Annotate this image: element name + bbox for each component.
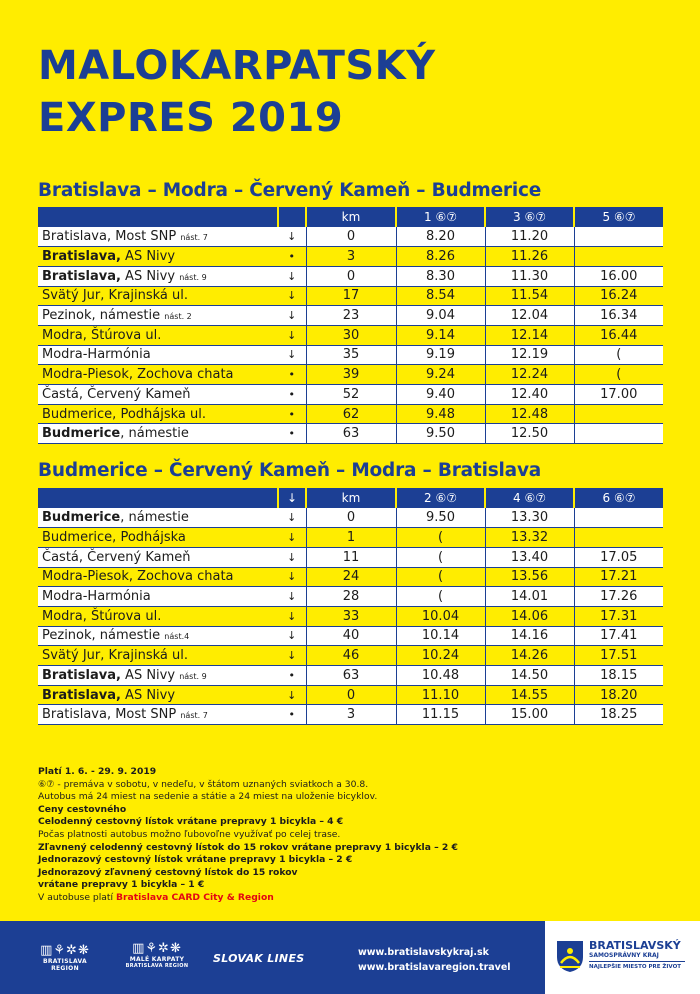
km-cell: 0 — [306, 685, 396, 705]
stop-cell — [38, 666, 278, 686]
time-cell: 9.40 — [396, 385, 485, 405]
notes — [38, 766, 458, 905]
header-mark — [278, 207, 306, 227]
stop-cell — [38, 266, 278, 286]
time-cell: 11.26 — [485, 247, 574, 267]
time-cell: 17.00 — [574, 385, 663, 405]
header-stop — [38, 488, 278, 508]
table-row — [38, 528, 663, 548]
time-cell: ( — [396, 567, 485, 587]
time-cell: 10.04 — [396, 606, 485, 626]
stop-cell — [38, 404, 278, 424]
km-cell: 52 — [306, 385, 396, 405]
fares-heading: Ceny cestovného — [38, 803, 127, 815]
time-cell: 14.50 — [485, 666, 574, 686]
time-cell: 11.30 — [485, 266, 574, 286]
stand-number: nást. 9 — [179, 272, 207, 282]
fare-single-reduced-2: vrátane prepravy 1 bicykla – 1 € — [38, 879, 205, 891]
stop-cell — [38, 365, 278, 385]
bullet-icon: • — [278, 705, 306, 725]
table-row — [38, 547, 663, 567]
bullet-icon: • — [278, 247, 306, 267]
stop-cell — [38, 306, 278, 326]
time-cell: 14.06 — [485, 606, 574, 626]
stop-name: Pezinok, námestie — [42, 628, 161, 644]
stop-cell — [38, 567, 278, 587]
stop-cell — [38, 606, 278, 626]
stop-name: Modra-Piesok, Zochova chata — [42, 569, 234, 585]
km-cell: 0 — [306, 266, 396, 286]
bratislava-region-logo — [30, 943, 100, 972]
time-cell: 17.05 — [574, 547, 663, 567]
time-cell: 13.30 — [485, 508, 574, 528]
slovak-lines-logo: SLOVAK LINES — [213, 952, 305, 965]
arrow-down-icon: ↓ — [278, 528, 306, 548]
time-cell: 12.40 — [485, 385, 574, 405]
stop-name-bold: Budmerice — [42, 426, 121, 442]
stop-name-bold: Bratislava, — [42, 249, 121, 265]
time-cell: 9.24 — [396, 365, 485, 385]
time-cell: 11.10 — [396, 685, 485, 705]
table-row — [38, 404, 663, 424]
header-trip-6: 6 ⑥⑦ — [574, 488, 663, 508]
km-cell: 0 — [306, 227, 396, 247]
arrow-down-icon: ↓ — [278, 227, 306, 247]
stop-cell — [38, 626, 278, 646]
arrow-down-icon: ↓ — [278, 345, 306, 365]
stop-name: Modra, Štúrova ul. — [42, 608, 162, 624]
time-cell: 12.50 — [485, 424, 574, 444]
fare-day-reduced: Zľavnený celodenný cestovný lístok do 15 rokov vrátane prepravy 1 bicykla – 2 € — [38, 841, 458, 853]
time-cell: 10.14 — [396, 626, 485, 646]
time-cell: 11.15 — [396, 705, 485, 725]
arrow-down-icon: ↓ — [278, 306, 306, 326]
stop-cell — [38, 247, 278, 267]
time-cell: 9.19 — [396, 345, 485, 365]
male-karpaty-logo — [122, 941, 192, 969]
bullet-icon: • — [278, 404, 306, 424]
time-cell: 12.19 — [485, 345, 574, 365]
bsk-motto: NAJLEPŠIE MIESTO PRE ŽIVOT — [589, 964, 682, 970]
stand-number: nást.4 — [164, 632, 190, 642]
time-cell: 11.54 — [485, 286, 574, 306]
stop-cell — [38, 685, 278, 705]
km-cell: 11 — [306, 547, 396, 567]
km-cell: 63 — [306, 666, 396, 686]
km-cell: 30 — [306, 325, 396, 345]
time-cell: 18.25 — [574, 705, 663, 725]
time-cell: 17.31 — [574, 606, 663, 626]
page-title — [38, 40, 436, 144]
stand-number: nást. 2 — [164, 312, 192, 322]
validity: Platí 1. 6. - 29. 9. 2019 — [38, 766, 157, 777]
stop-name-bold: Budmerice — [42, 510, 121, 526]
table-row — [38, 587, 663, 607]
note-weekend: ⑥⑦ - premáva v sobotu, v nedeľu, v štátom uznaných sviatkoch a 30.8. — [38, 778, 369, 790]
header-trip-2: 2 ⑥⑦ — [396, 488, 485, 508]
table-row — [38, 646, 663, 666]
stop-cell — [38, 325, 278, 345]
km-cell: 40 — [306, 626, 396, 646]
footer-urls — [358, 945, 511, 975]
male-karpaty-caption: MALÉ KARPATY — [129, 956, 185, 963]
arrow-down-icon: ↓ — [278, 547, 306, 567]
header-km: km — [306, 488, 396, 508]
header-trip-5: 5 ⑥⑦ — [574, 207, 663, 227]
arrow-down-icon: ↓ — [278, 325, 306, 345]
stand-number: nást. 9 — [179, 671, 207, 681]
bratislava-region-symbol-icon: ▥⚘✲❋ — [40, 943, 90, 958]
time-cell: 9.50 — [396, 508, 485, 528]
arrow-down-icon: ↓ — [278, 286, 306, 306]
stop-name: AS Nivy — [120, 268, 176, 284]
table-header — [38, 207, 663, 227]
time-cell: ( — [574, 365, 663, 385]
header-trip-1: 1 ⑥⑦ — [396, 207, 485, 227]
male-karpaty-subcaption: BRATISLAVA REGION — [125, 963, 189, 969]
fare-day: Celodenný cestovný lístok vrátane prepravy 1 bicykla – 4 € — [38, 816, 344, 828]
stop-name: AS Nivy — [120, 687, 176, 703]
bsk-divider — [589, 961, 685, 962]
km-cell: 62 — [306, 404, 396, 424]
arrow-down-icon: ↓ — [278, 606, 306, 626]
table-row — [38, 306, 663, 326]
time-cell: 8.54 — [396, 286, 485, 306]
table-row — [38, 266, 663, 286]
table-row — [38, 685, 663, 705]
stop-cell — [38, 345, 278, 365]
stop-cell — [38, 547, 278, 567]
time-cell: 13.40 — [485, 547, 574, 567]
stop-name: AS Nivy — [120, 249, 176, 265]
stop-name: Bratislava, Most SNP — [42, 229, 177, 245]
table-row — [38, 325, 663, 345]
stop-name: Budmerice, Podhájska — [42, 530, 186, 546]
stop-name-bold: Bratislava, — [42, 268, 121, 284]
km-cell: 39 — [306, 365, 396, 385]
fare-single-reduced: Jednorazový zľavnený cestovný lístok do 15 rokov — [38, 866, 298, 878]
bullet-icon: • — [278, 424, 306, 444]
time-cell: 11.20 — [485, 227, 574, 247]
time-cell: 14.01 — [485, 587, 574, 607]
time-cell: 13.32 — [485, 528, 574, 548]
fare-single: Jednorazový cestovný lístok vrátane prepravy 1 bicykla – 2 € — [38, 854, 353, 866]
time-cell: 8.30 — [396, 266, 485, 286]
stop-cell — [38, 424, 278, 444]
time-cell: 13.56 — [485, 567, 574, 587]
time-cell: 16.34 — [574, 306, 663, 326]
bsk-name: BRATISLAVSKÝ — [589, 939, 681, 952]
stop-name: Svätý Jur, Krajinská ul. — [42, 648, 188, 664]
table-row — [38, 286, 663, 306]
time-cell: 15.00 — [485, 705, 574, 725]
header-stop — [38, 207, 278, 227]
arrow-down-icon: ↓ — [278, 587, 306, 607]
male-karpaty-symbol-icon: ▥⚘✲❋ — [132, 941, 182, 956]
time-cell: ( — [574, 345, 663, 365]
card-name: Bratislava CARD City & Region — [116, 891, 274, 903]
table-row — [38, 626, 663, 646]
km-cell: 23 — [306, 306, 396, 326]
stop-name: Častá, Červený Kameň — [42, 386, 191, 402]
time-cell: 18.20 — [574, 685, 663, 705]
time-cell: ( — [396, 528, 485, 548]
table-row — [38, 424, 663, 444]
km-cell: 1 — [306, 528, 396, 548]
bullet-icon: • — [278, 385, 306, 405]
stop-cell — [38, 385, 278, 405]
table-row — [38, 567, 663, 587]
km-cell: 3 — [306, 247, 396, 267]
time-cell: 8.20 — [396, 227, 485, 247]
table-row — [38, 666, 663, 686]
title-line-2: EXPRES 2019 — [38, 95, 344, 141]
timetable-route-1 — [38, 207, 663, 444]
time-cell: 14.16 — [485, 626, 574, 646]
card-note — [38, 892, 458, 905]
bullet-icon: • — [278, 666, 306, 686]
stop-cell — [38, 227, 278, 247]
time-cell: 12.14 — [485, 325, 574, 345]
time-cell: 9.50 — [396, 424, 485, 444]
time-cell: 8.26 — [396, 247, 485, 267]
table-row — [38, 385, 663, 405]
timetable-route-2 — [38, 488, 663, 725]
time-cell: ( — [396, 587, 485, 607]
table-row — [38, 365, 663, 385]
table-header — [38, 488, 663, 508]
footer — [0, 921, 700, 994]
url-bratislavaregion[interactable]: www.bratislavaregion.travel — [358, 962, 511, 973]
time-cell: 14.55 — [485, 685, 574, 705]
time-cell: 17.51 — [574, 646, 663, 666]
arrow-down-icon: ↓ — [278, 567, 306, 587]
time-cell: 12.48 — [485, 404, 574, 424]
time-cell: 16.24 — [574, 286, 663, 306]
arrow-down-icon: ↓ — [278, 646, 306, 666]
stop-name: Modra-Piesok, Zochova chata — [42, 367, 234, 383]
table-row — [38, 345, 663, 365]
km-cell: 35 — [306, 345, 396, 365]
header-trip-3: 3 ⑥⑦ — [485, 207, 574, 227]
km-cell: 63 — [306, 424, 396, 444]
arrow-down-icon: ↓ — [278, 508, 306, 528]
stop-cell — [38, 508, 278, 528]
stop-cell — [38, 528, 278, 548]
table-row — [38, 705, 663, 725]
route-1-title: Bratislava – Modra – Červený Kameň – Budmerice — [38, 180, 542, 201]
stop-name-bold: Bratislava, — [42, 687, 121, 703]
table-row — [38, 508, 663, 528]
stop-name: AS Nivy — [120, 667, 176, 683]
time-cell — [574, 508, 663, 528]
time-cell: 17.41 — [574, 626, 663, 646]
stop-cell — [38, 705, 278, 725]
stop-name: Modra-Harmónia — [42, 589, 151, 605]
km-cell: 33 — [306, 606, 396, 626]
km-cell: 17 — [306, 286, 396, 306]
time-cell — [574, 404, 663, 424]
header-trip-4: 4 ⑥⑦ — [485, 488, 574, 508]
time-cell: 10.24 — [396, 646, 485, 666]
time-cell — [574, 227, 663, 247]
time-cell: 16.00 — [574, 266, 663, 286]
bratislava-region-caption: BRATISLAVA REGION — [43, 958, 87, 972]
fare-day-note: Počas platnosti autobus možno ľubovoľne využívať po celej trase. — [38, 828, 341, 840]
table-row — [38, 247, 663, 267]
stop-name: , námestie — [120, 510, 189, 526]
stop-name-bold: Bratislava, — [42, 667, 121, 683]
arrow-down-icon: ↓ — [278, 266, 306, 286]
header-km: km — [306, 207, 396, 227]
time-cell: 17.21 — [574, 567, 663, 587]
route-2-title: Budmerice – Červený Kameň – Modra – Bratislava — [38, 460, 542, 481]
time-cell — [574, 247, 663, 267]
stand-number: nást. 7 — [180, 233, 208, 243]
stand-number: nást. 7 — [180, 711, 208, 721]
time-cell: 9.04 — [396, 306, 485, 326]
bsk-logo-box — [545, 921, 700, 994]
time-cell: 9.14 — [396, 325, 485, 345]
url-bratislavskykraj[interactable]: www.bratislavskykraj.sk — [358, 947, 489, 958]
stop-name: Bratislava, Most SNP — [42, 707, 177, 723]
time-cell: 12.24 — [485, 365, 574, 385]
stop-name: Modra-Harmónia — [42, 347, 151, 363]
bsk-sub: SAMOSPRÁVNY KRAJ — [589, 952, 659, 959]
table-row — [38, 227, 663, 247]
header-mark: ↓ — [278, 488, 306, 508]
card-note-text: V autobuse platí — [38, 891, 116, 903]
km-cell: 46 — [306, 646, 396, 666]
bullet-icon: • — [278, 365, 306, 385]
time-cell: 16.44 — [574, 325, 663, 345]
time-cell: 17.26 — [574, 587, 663, 607]
note-capacity: Autobus má 24 miest na sedenie a státie a 24 miest na uloženie bicyklov. — [38, 791, 378, 803]
stop-name: Modra, Štúrova ul. — [42, 327, 162, 343]
stop-cell — [38, 286, 278, 306]
stop-name: Svätý Jur, Krajinská ul. — [42, 288, 188, 304]
km-cell: 3 — [306, 705, 396, 725]
stop-cell — [38, 587, 278, 607]
time-cell: 12.04 — [485, 306, 574, 326]
km-cell: 28 — [306, 587, 396, 607]
time-cell: 9.48 — [396, 404, 485, 424]
bsk-crest-icon — [555, 939, 585, 973]
title-line-1: MALOKARPATSKÝ — [38, 43, 436, 89]
time-cell: 18.15 — [574, 666, 663, 686]
time-cell — [574, 528, 663, 548]
stop-name: , námestie — [120, 426, 189, 442]
time-cell — [574, 424, 663, 444]
stop-name: Budmerice, Podhájska ul. — [42, 406, 206, 422]
arrow-down-icon: ↓ — [278, 685, 306, 705]
table-row — [38, 606, 663, 626]
stop-cell — [38, 646, 278, 666]
stop-name: Častá, Červený Kameň — [42, 549, 191, 565]
km-cell: 0 — [306, 508, 396, 528]
time-cell: ( — [396, 547, 485, 567]
time-cell: 10.48 — [396, 666, 485, 686]
stop-name: Pezinok, námestie — [42, 308, 161, 324]
time-cell: 14.26 — [485, 646, 574, 666]
arrow-down-icon: ↓ — [278, 626, 306, 646]
km-cell: 24 — [306, 567, 396, 587]
